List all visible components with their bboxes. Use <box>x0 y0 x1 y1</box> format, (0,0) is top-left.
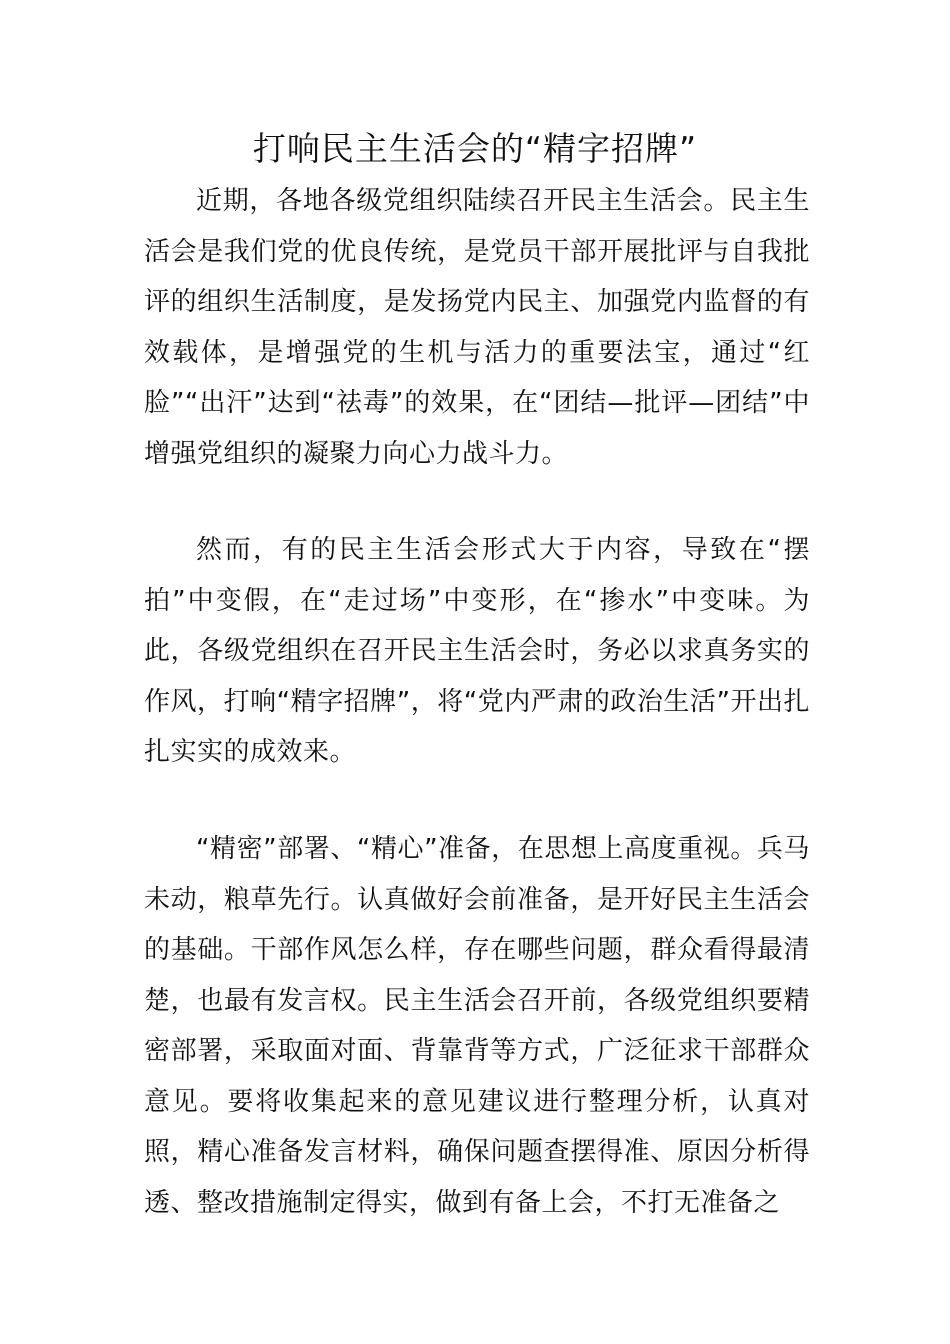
paragraph-2: 然而，有的民主生活会形式大于内容，导致在“摆拍”中变假，在“走过场”中变形，在“掺水”中变味。为此，各级党组织在召开民主生活会时，务必以求真务实的作风，打响“精字招牌”，将“党内严肃的政治生活”开出扎扎实实的成效来。 <box>144 535 810 767</box>
paragraph-3: “精密”部署、“精心”准备，在思想上高度重视。兵马未动，粮草先行。认真做好会前准备，是开好民主生活会的基础。干部作风怎么样，存在哪些问题，群众看得最清楚，也最有发言权。民主生活会召开前，各级党组织要精密部署，采取面对面、背靠背等方式，广泛征求干部群众意见。要将收集起来的意见建议进行整理分析，认真对照，精心准备发言材料，确保问题查摆得准、原因分析得透、整改措施制定得实，做到有备上会，不打无准备之 <box>144 834 810 1218</box>
document-title: 打响民主生活会的“精字招牌” <box>252 129 698 168</box>
paragraph-1: 近期，各地各级党组织陆续召开民主生活会。民主生活会是我们党的优良传统，是党员干部开展批评与自我批评的组织生活制度，是发扬党内民主、加强党内监督的有效载体，是增强党的生机与活力的重要法宝，通过“红脸”“出汗”达到“祛毒”的效果，在“团结—批评—团结”中增强党组织的凝聚力向心力战斗力。 <box>144 186 810 469</box>
